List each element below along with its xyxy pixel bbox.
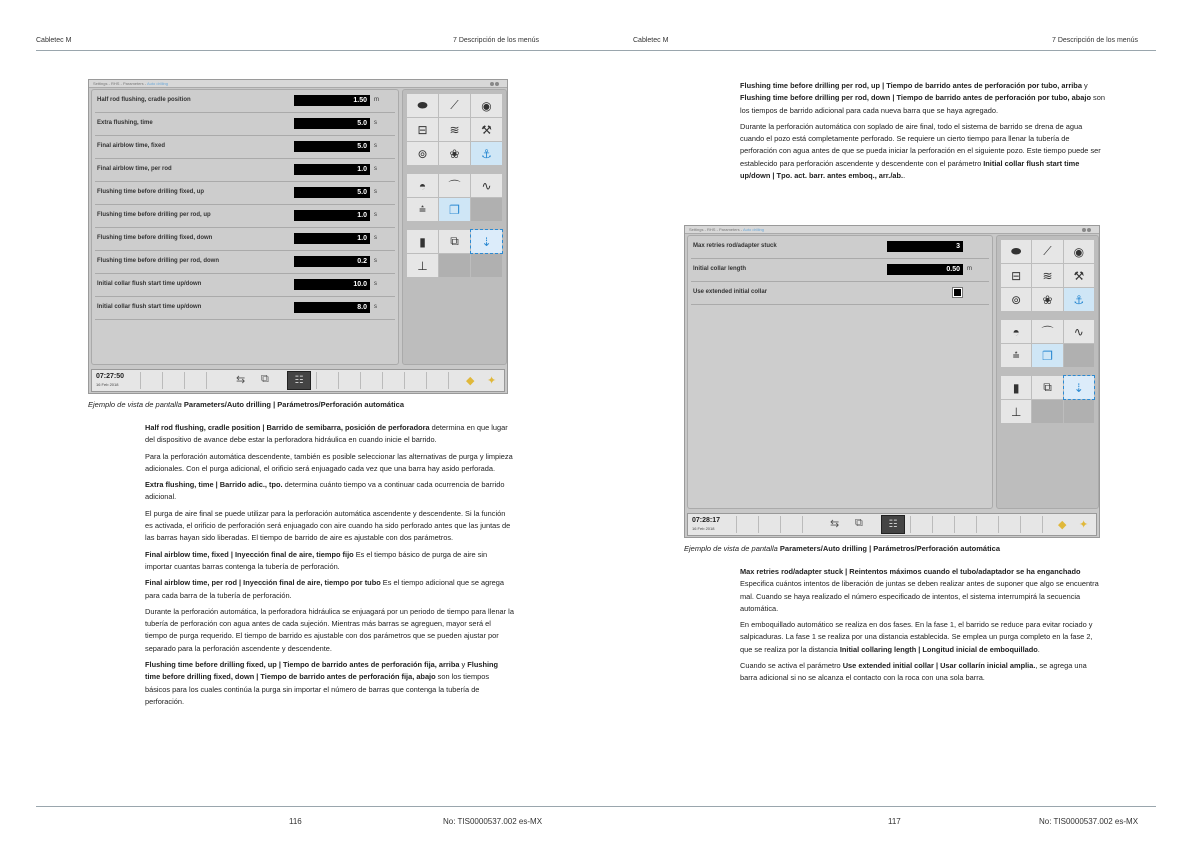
auto-drill-icon[interactable]: ⇣ xyxy=(1064,376,1094,399)
paragraph: Final airblow time, per rod | Inyección final de aire, tiempo por tubo Es el tiempo adicional que se agrega para cada barra de la tubería de perforación. xyxy=(145,578,504,600)
plate-icon[interactable]: ⩮ xyxy=(407,198,438,221)
header-left: Cabletec M xyxy=(633,37,669,44)
header-left: Cabletec M xyxy=(36,37,72,44)
screen-title: Settings - RHS - Parameters - Auto drilling xyxy=(685,226,1099,234)
empty-slot xyxy=(439,254,470,277)
icon-panel xyxy=(996,235,1099,509)
tool-icon[interactable]: ⚒ xyxy=(471,118,502,141)
icon-group-3 xyxy=(1001,376,1094,423)
screenshot-auto-drilling-2 xyxy=(684,225,1100,538)
status-slot[interactable] xyxy=(404,372,405,389)
status-slot[interactable] xyxy=(932,516,933,533)
header-rule xyxy=(36,50,596,51)
figure-caption: Ejemplo de vista de pantalla Parameters/Auto drilling | Parámetros/Perforación automática xyxy=(88,400,404,409)
page-number: 117 xyxy=(888,817,901,826)
signal-icon[interactable]: ⌒ xyxy=(439,174,470,197)
paragraph: Final airblow time, fixed | Inyección final de aire, tiempo fijo Es el tiempo básico de purga de aire sin importar cuantas barras contenga la tubería de perforación. xyxy=(145,549,488,571)
status-slot[interactable] xyxy=(184,372,185,389)
paragraph: Half rod flushing, cradle position | Barrido de semibarra, posición de perforadora determina en que lugar del dispositivo de avance debe estar la perforadora hidráulica en cuando inicie el barrido. xyxy=(145,423,508,445)
icon-group-1 xyxy=(1001,240,1094,311)
copy-icon[interactable]: ❐ xyxy=(1032,344,1062,367)
param-row: Half rod flushing, cradle position 1.50 m xyxy=(95,90,395,113)
paragraph: Extra flushing, time | Barrido adic., tpo. determina cuánto tiempo va a continuar cada ocurrencia de barrido adicional. xyxy=(145,480,505,502)
param-row: Initial collar length 0.50 m xyxy=(691,259,989,282)
param-row: Max retries rod/adapter stuck 3 xyxy=(691,236,989,259)
body-text-top xyxy=(740,80,1105,186)
sun-icon[interactable]: ✦ xyxy=(1079,519,1089,531)
param-row: Flushing time before drilling fixed, down 1.0 s xyxy=(95,228,395,251)
paragraph: Flushing time before drilling fixed, up | Tiempo de barrido antes de perforación fija, arriba y Flushing time before drilling fixed, down | Tiempo de barrido antes de perforación fija, abajo son los tiempos básicos para los cuales continúa la purga sin importar el número de barras que contenga la tubería de perforación. xyxy=(145,660,499,706)
status-slot[interactable] xyxy=(976,516,977,533)
status-slot[interactable] xyxy=(954,516,955,533)
param-row: Extra flushing, time 5.0 s xyxy=(95,113,395,136)
rig-icon[interactable]: ⊥ xyxy=(407,254,438,277)
value-field[interactable]: 10.0 xyxy=(294,279,370,290)
footer-rule xyxy=(36,806,596,807)
value-field[interactable]: 1.0 xyxy=(294,233,370,244)
water-level-icon[interactable]: ⚓ xyxy=(471,142,502,165)
status-slot[interactable] xyxy=(802,516,803,533)
flush-icon[interactable]: ≋ xyxy=(439,118,470,141)
empty-slot xyxy=(471,254,502,277)
windows-icon[interactable]: ⧉ xyxy=(1032,376,1062,399)
paragraph: Para la perforación automática descendente, también es posible seleccionar las alternativas de purga y limpieza adicionales. Con el purga adicional, el orificio será enjuagado cada vez que una barra hay asido perforada. xyxy=(145,451,513,473)
doc-number: No: TIS0000537.002 es-MX xyxy=(1039,817,1139,826)
drill-bit-icon[interactable]: ⬬ xyxy=(1001,240,1031,263)
tool-icon[interactable]: ⚒ xyxy=(1064,264,1094,287)
paragraph: El purga de aire final se puede utilizar para la perforación automática ascendente y descendente. Si la función es activada, el orificio de perforación será enjuagado con aire cuando ha sido perforado antes que las juntas de las barras hayan sido liberadas. El tiempo de barrido de aire es ajustable con dos parámetros. xyxy=(145,508,511,543)
doc-number: No: TIS0000537.002 es-MX xyxy=(443,817,543,826)
value-field[interactable]: 3 xyxy=(887,241,963,252)
status-slot[interactable] xyxy=(758,516,759,533)
param-row: Final airblow time, fixed 5.0 s xyxy=(95,136,395,159)
status-slot[interactable] xyxy=(360,372,361,389)
paragraph: Flushing time before drilling per rod, up | Tiempo de barrido antes de perforación por tubo, arriba y Flushing time before drilling per rod, down | Tiempo de barrido antes de perforación por tubo, abajo son los tiempos de barrido adicional para cada nueva barra que se haya agregado. xyxy=(740,81,1105,115)
value-field[interactable]: 5.0 xyxy=(294,118,370,129)
window-controls xyxy=(1081,227,1095,233)
collar-icon[interactable]: ⊟ xyxy=(1001,264,1031,287)
param-row: Final airblow time, per rod 1.0 s xyxy=(95,159,395,182)
paragraph: Durante la perforación automática con soplado de aire final, todo el sistema de barrido se drena de agua cuando el pozo está completamente perforado. Se requiere un cierto tiempo para llenar la tubería de perforación con agua antes de que se pueda iniciar la perforación en el siguiente pozo. Este tiempo puede ser establecido para perforación ascendente y descendente con el parámetro Initial collar flush start time up/down | Tpo. act. barr. antes emboq., arr./ab.. xyxy=(740,121,1101,181)
screen-title: Settings - RHS - Parameters - Auto drilling xyxy=(89,80,507,88)
header-right: 7 Descripción de los menús xyxy=(453,37,539,44)
icon-group-1 xyxy=(407,94,502,165)
paragraph: Cuando se activa el parámetro Use extended initial collar | Usar collarín inicial amplia., se agrega una barra adicional si no se alcanza el contacto con la roca con una sola barra. xyxy=(740,661,1087,683)
signal-icon[interactable]: ⌒ xyxy=(1032,320,1062,343)
parameter-list xyxy=(687,235,993,509)
parameter-list xyxy=(91,89,399,365)
status-slot[interactable] xyxy=(736,516,737,533)
icon-panel xyxy=(402,89,507,365)
value-field[interactable]: 1.50 xyxy=(294,95,370,106)
sun-icon[interactable]: ✦ xyxy=(487,375,497,387)
rod-icon[interactable]: ⟋ xyxy=(1032,240,1062,263)
drill-bit-icon[interactable]: ⬬ xyxy=(407,94,438,117)
pulse-icon[interactable]: ∿ xyxy=(471,174,502,197)
value-field[interactable]: 5.0 xyxy=(294,187,370,198)
clock-time: 07:28:17 xyxy=(692,517,721,524)
param-row: Initial collar flush start time up/down 8.0 s xyxy=(95,297,395,320)
figure-caption: Ejemplo de vista de pantalla Parameters/Auto drilling | Parámetros/Perforación automática xyxy=(684,544,1000,553)
empty-slot xyxy=(1064,400,1094,423)
status-slot[interactable] xyxy=(780,516,781,533)
window-icon[interactable]: ⧉ xyxy=(261,373,269,385)
swap-icon[interactable]: ⇆ xyxy=(830,518,840,530)
copy-icon[interactable]: ❐ xyxy=(439,198,470,221)
adapter-icon[interactable]: ▮ xyxy=(407,230,438,253)
value-field[interactable]: 0.50 xyxy=(887,264,963,275)
icon-group-3 xyxy=(407,230,502,277)
param-row: Flushing time before drilling fixed, up 5.0 s xyxy=(95,182,395,205)
window-controls xyxy=(489,81,503,87)
icon-group-2 xyxy=(1001,320,1094,367)
header-rule xyxy=(596,50,1156,51)
paragraph: Max retries rod/adapter stuck | Reintentos máximos cuando el tubo/adaptador se ha enganchado Especifica cuántos intentos de liberación de juntas se deben realizar antes de suponer que algo se encuentra mal. Cuando se haya realizado el número especificado de intentos, el sistema interrumpirá la secuencia automática. xyxy=(740,567,1099,613)
paragraph: En emboquillado automático se realiza en dos fases. En la fase 1, el barrido se reduce para evitar rociado y salpicaduras. La fase 1 se realiza por una distancia establecida. Se emplea un purga completo en la fase 2, que se realiza por la distancia Initial collaring length | Longitud inicial de emboquillado. xyxy=(740,620,1093,654)
swap-icon[interactable]: ⇆ xyxy=(236,374,246,386)
auto-drill-icon[interactable]: ⇣ xyxy=(471,230,502,253)
page-117 xyxy=(596,0,1192,842)
empty-slot xyxy=(1032,400,1062,423)
screenshot-auto-drilling-1 xyxy=(88,79,508,394)
page-number: 116 xyxy=(289,817,302,826)
body-text-bottom xyxy=(740,566,1105,689)
icon-group-2 xyxy=(407,174,502,221)
pulse-icon[interactable]: ∿ xyxy=(1064,320,1094,343)
value-field[interactable]: 5.0 xyxy=(294,141,370,152)
param-row: Use extended initial collar xyxy=(691,282,989,305)
operator-icon[interactable]: ◓ xyxy=(1001,320,1031,343)
rod-icon[interactable]: ⟋ xyxy=(439,94,470,117)
status-slot[interactable] xyxy=(1042,516,1043,533)
water-level-icon[interactable]: ⚓ xyxy=(1064,288,1094,311)
spray-icon[interactable]: ❀ xyxy=(439,142,470,165)
paragraph: Durante la perforación automática, la perforadora hidráulica se enjuagará por un periodo de tiempo para llenar la tubería de perforación con agua antes de cada sujeción. Mientras más barras se agreguen, mayor será el tiempo de purga requerido. El tiempo de barrido es ajustable con dos parámetros que se pueden ajustar por separado para la perforación ascendente y descendente. xyxy=(145,606,514,653)
param-row: Initial collar flush start time up/down 10.0 s xyxy=(95,274,395,297)
status-slot[interactable] xyxy=(998,516,999,533)
operator-icon[interactable]: ◓ xyxy=(407,174,438,197)
window-icon[interactable]: ⧉ xyxy=(855,517,863,529)
status-slot[interactable] xyxy=(316,372,317,389)
footer-rule xyxy=(596,806,1156,807)
clock-date: 16 Feb 2018 xyxy=(96,382,119,387)
body-text xyxy=(145,422,515,712)
hose-reel-icon[interactable]: ⊚ xyxy=(407,142,438,165)
spray-icon[interactable]: ❀ xyxy=(1032,288,1062,311)
extended-collar-checkbox[interactable] xyxy=(953,288,962,297)
clock-date: 16 Feb 2018 xyxy=(692,526,715,531)
plate-icon[interactable]: ⩮ xyxy=(1001,344,1031,367)
value-field[interactable]: 1.0 xyxy=(294,164,370,175)
header-right: 7 Descripción de los menús xyxy=(1052,37,1138,44)
value-field[interactable]: 8.0 xyxy=(294,302,370,313)
status-slot[interactable] xyxy=(162,372,163,389)
value-field[interactable]: 0.2 xyxy=(294,256,370,267)
keypad-button[interactable]: ☷ xyxy=(287,371,311,390)
windows-icon[interactable]: ⧉ xyxy=(439,230,470,253)
status-slot[interactable] xyxy=(140,372,141,389)
status-slot[interactable] xyxy=(382,372,383,389)
status-slot[interactable] xyxy=(910,516,911,533)
status-slot[interactable] xyxy=(338,372,339,389)
hose-reel-icon[interactable]: ⊚ xyxy=(1001,288,1031,311)
param-row: Flushing time before drilling per rod, down 0.2 s xyxy=(95,251,395,274)
collar-icon[interactable]: ⊟ xyxy=(407,118,438,141)
param-row: Flushing time before drilling per rod, up 1.0 s xyxy=(95,205,395,228)
status-slot[interactable] xyxy=(206,372,207,389)
empty-slot xyxy=(1064,344,1094,367)
flush-icon[interactable]: ≋ xyxy=(1032,264,1062,287)
status-slot[interactable] xyxy=(448,372,449,389)
rig-icon[interactable]: ⊥ xyxy=(1001,400,1031,423)
keypad-button[interactable]: ☷ xyxy=(881,515,905,534)
value-field[interactable]: 1.0 xyxy=(294,210,370,221)
status-bar xyxy=(687,513,1097,536)
disc-icon[interactable]: ◉ xyxy=(1064,240,1094,263)
empty-slot xyxy=(471,198,502,221)
status-slot[interactable] xyxy=(426,372,427,389)
warning-icon[interactable]: ◆ xyxy=(466,375,475,387)
clock-time: 07:27:50 xyxy=(96,373,125,380)
status-slot[interactable] xyxy=(1020,516,1021,533)
status-bar xyxy=(91,369,505,392)
warning-icon[interactable]: ◆ xyxy=(1058,519,1067,531)
adapter-icon[interactable]: ▮ xyxy=(1001,376,1031,399)
disc-icon[interactable]: ◉ xyxy=(471,94,502,117)
